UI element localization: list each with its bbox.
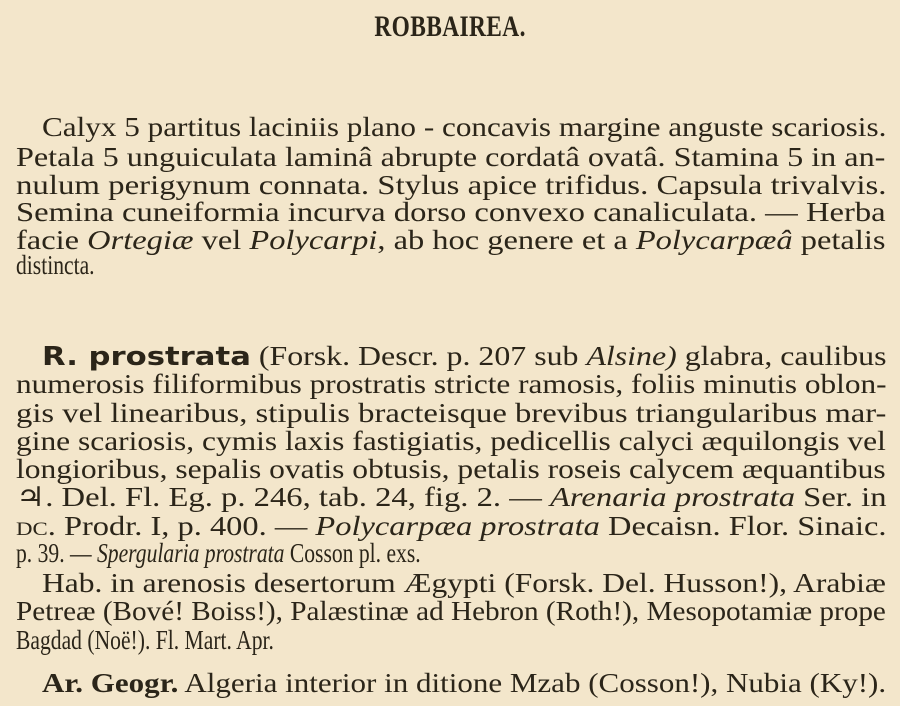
text-span: Algeria interior in ditione Mzab (Cosson!), Nubia (Ky!). [178, 668, 887, 698]
text-line [16, 625, 274, 655]
text-span: petalis [792, 225, 886, 255]
text-span: longioribus, sepalis ovatis obtusis, petalis roseis calycem æquantibus [16, 454, 886, 484]
text-span: Bagdad (Noë!). Fl. Mart. Apr. [16, 625, 274, 655]
text-line [16, 398, 886, 428]
text-span: Petreæ (Bové! Boiss!), Palæstinæ ad Hebron (Roth!), Mesopotamiæ prope [16, 596, 886, 626]
text-line [16, 142, 885, 172]
text-line [16, 250, 95, 280]
text-line [16, 170, 886, 200]
bold-text: R. prostrata [42, 342, 251, 372]
text-span: nulum perigynum connata. Stylus apice trifidus. Capsula trivalvis. [16, 170, 887, 200]
italic-text: Ortegiæ [87, 225, 194, 255]
text-line [16, 538, 421, 568]
text-span: Semina cuneiformia incurva dorso convexo canaliculata. — Herba [16, 197, 886, 227]
text-line [16, 482, 887, 512]
species-entry-line [42, 341, 886, 372]
italic-text: Polycarpi [249, 225, 378, 255]
geographic-area-line [42, 668, 886, 698]
description-line [42, 112, 886, 142]
italic-text: Alsine) [586, 341, 677, 371]
text-line [16, 511, 886, 541]
text-line [16, 596, 886, 626]
text-span: Petala 5 unguiculata laminâ abrupte cordatâ ovatâ. Stamina 5 in an- [16, 142, 886, 172]
text-span: dc [16, 511, 48, 541]
text-span: vel [193, 225, 250, 255]
text-span: gis vel linearibus, stipulis bracteisque brevibus triangularibus mar- [16, 398, 887, 428]
text-span: Decaisn. Flor. Sinaic. [599, 511, 887, 541]
bold-text: Ar. Geogr. [42, 668, 179, 698]
text-line [16, 197, 886, 227]
text-span: p. 39. — [16, 538, 97, 568]
text-span: Calyx 5 partitus laciniis plano - concavis margine anguste scariosis. [42, 112, 887, 142]
text-line [16, 225, 885, 255]
italic-text: Polycarpæa prostrata [315, 511, 600, 541]
text-span: glabra, caulibus [676, 341, 887, 371]
text-line [16, 426, 886, 456]
text-span: numerosis filiformibus prostratis stricte ramosis, foliis minutis oblon- [16, 369, 887, 399]
genus-title: ROBBAIREA. [374, 10, 526, 43]
text-span: gine scariosis, cymis laxis fastigiatis, pedicellis calyci æquilongis vel [16, 426, 886, 456]
italic-text: Polycarpæâ [635, 225, 793, 255]
text-span: (Forsk. Descr. p. 207 sub [250, 341, 587, 371]
text-span: ♃. Del. Fl. Eg. p. 246, tab. 24, fig. 2. — [16, 482, 551, 512]
text-span: . Prodr. I, p. 400. — [47, 511, 316, 541]
text-span: Ser. in [795, 482, 887, 512]
text-line [16, 369, 887, 399]
text-span: Cosson pl. exs. [284, 538, 421, 568]
habitat-line [42, 568, 886, 598]
text-line [16, 454, 886, 484]
text-span: distincta. [16, 250, 95, 280]
text-span: facie [16, 225, 88, 255]
text-span: , ab hoc genere et a [377, 225, 636, 255]
text-span: Hab. in arenosis desertorum Ægypti (Forsk. Del. Husson!), Arabiæ [42, 568, 886, 598]
genus-heading [0, 10, 900, 44]
italic-text: Arenaria prostrata [550, 482, 796, 512]
italic-text: Spergularia prostrata [97, 538, 285, 568]
